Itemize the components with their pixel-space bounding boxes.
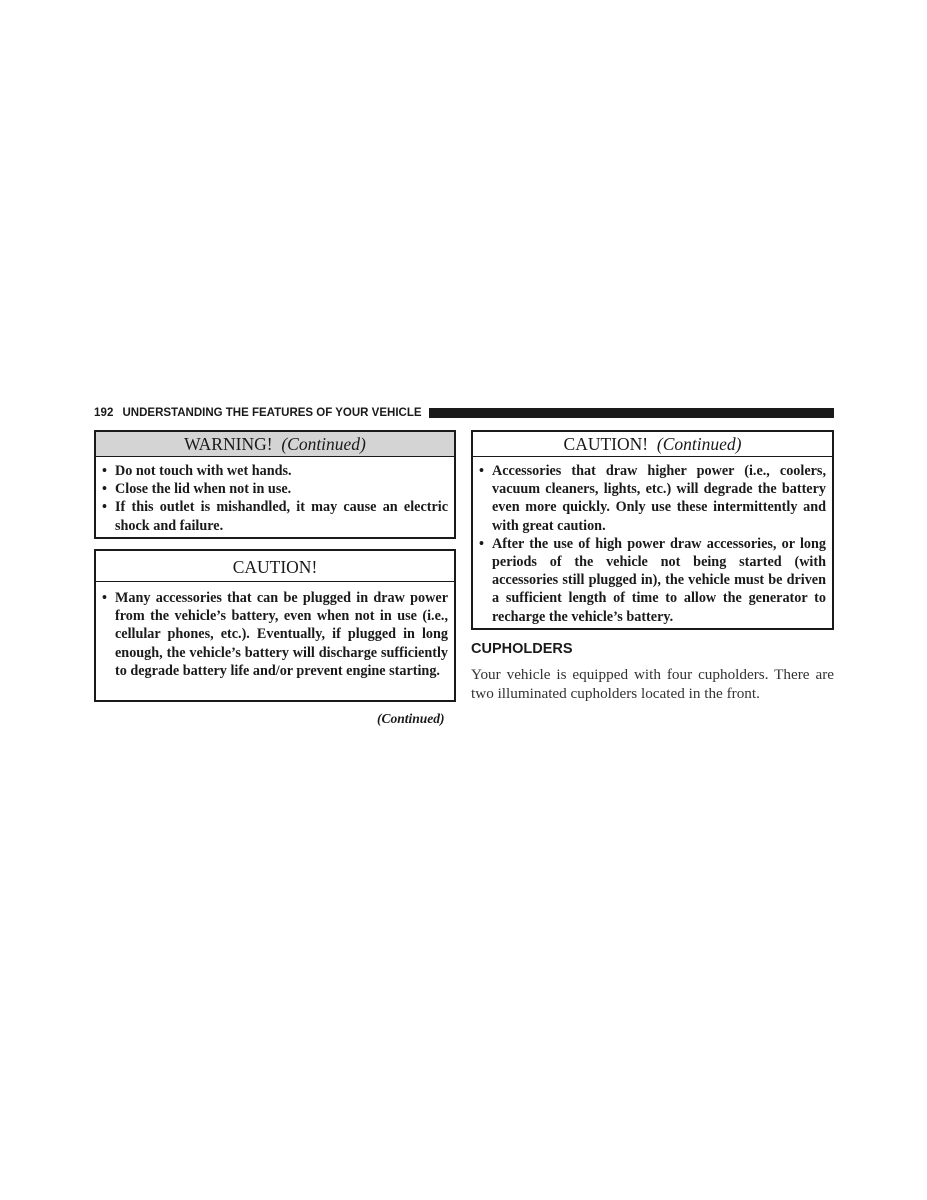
section-title: UNDERSTANDING THE FEATURES OF YOUR VEHICLE [122,407,422,419]
list-item: • Do not touch with wet hands. [102,463,292,479]
list-item: • Close the lid when not in use. [102,481,292,498]
caution-title-text: CAUTION! [232,557,318,577]
warning-title [96,432,454,457]
caution-box [94,549,456,702]
cupholders-body: Your vehicle is equipped with four cupholders. There are two illuminated cupholders located in the front. [471,666,834,702]
warning-title-note: (Continued) [281,434,366,454]
header-rule [429,408,834,418]
caution-continued-title [473,432,832,457]
page-header [94,404,834,422]
caution-continued-title-note: (Continued) [656,434,742,454]
caution-continued-title-text: CAUTION! [563,434,649,454]
cupholders-heading: CUPHOLDERS [471,641,573,657]
caution-list [96,582,454,684]
caution-continued-box [471,430,834,630]
list-item: • If this outlet is mishandled, it may cause an electric shock and failure. [102,499,448,534]
warning-title-text: WARNING! [184,434,273,454]
page-number: 192 [94,407,114,419]
list-item: • Accessories that draw higher power (i.e., coolers, vacuum cleaners, lights, etc.) will degrade the battery even more quickly. Only use these intermittently and with great caution. [479,463,826,534]
warning-box [94,430,456,539]
warning-list [96,457,454,539]
list-item: • Many accessories that can be plugged in draw power from the vehicle’s battery, even when not in use (i.e., cellular phones, etc.). Eventually, if plugged in long enough, the vehicle’s battery will discharge sufficiently to degrade battery life and/or prevent engine starting. [102,590,448,679]
list-item: • After the use of high power draw accessories, or long periods of the vehicle not being started (with accessories still plugged in), the vehicle must be driven a sufficient length of time to allow the generator to recharge the vehicle’s battery. [479,535,826,625]
caution-title [96,551,454,582]
caution-continued-list [473,457,832,630]
continued-label: (Continued) [377,711,445,726]
